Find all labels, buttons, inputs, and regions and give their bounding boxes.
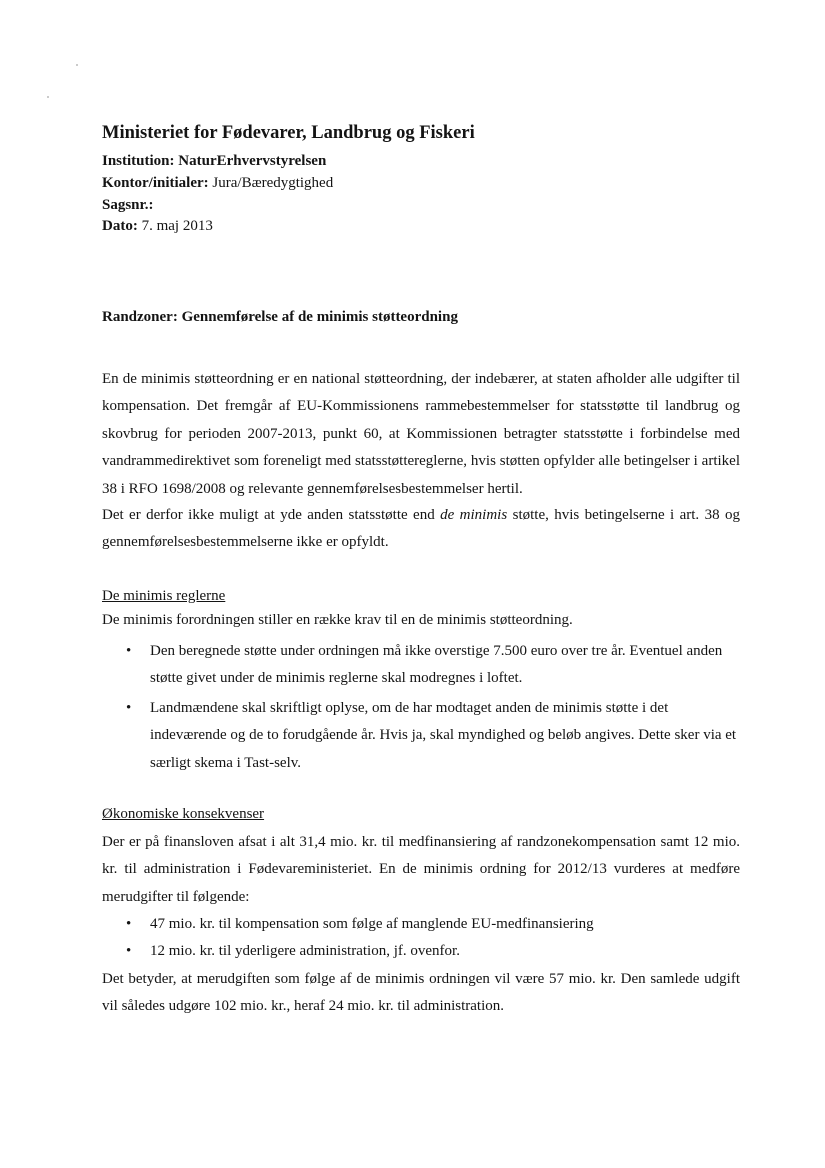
office-value: Jura/Bæredygtighed (212, 175, 334, 191)
date-value: 7. maj 2013 (141, 218, 213, 234)
econ-bullet-1: 47 mio. kr. til kompensation som følge af manglende EU-medfinansiering (150, 916, 594, 932)
rules-bullet-2: Landmændene skal skriftligt oplyse, om de har modtaget anden de minimis støtte i det indeværende og de to forudgående år. Hvis ja, skal myndighed og beløb angives. Dette sker via et særligt skema i Tast-selv. (150, 699, 737, 771)
ministry-title: Ministeriet for Fødevarer, Landbrug og Fiskeri (102, 123, 475, 143)
subject-heading: Randzoner: Gennemførelse af de minimis støtteordning (102, 309, 458, 325)
econ-bullet-2: 12 mio. kr. til yderligere administration, jf. ovenfor. (150, 943, 460, 960)
econ-bullet-list (102, 911, 742, 966)
list-item (102, 938, 742, 965)
scan-speck (47, 96, 49, 98)
case-line (102, 197, 154, 214)
econ-paragraph: Der er på finansloven afsat i alt 31,4 mio. kr. til medfinansiering af randzonekompensation samt 12 mio. kr. til administration i Fødevareministeriet. En de minimis ordning for 2012/13 vurderes at medføre merudgifter til følgende: (102, 834, 740, 905)
bullet-dot-icon: • (126, 643, 132, 659)
list-item (102, 695, 742, 777)
intro-paragraph: En de minimis støtteordning er en national støtteordning, der indebærer, at staten afholder alle udgifter til kompensation. Det fremgår af EU-Kommissionens rammebestemmelser for statsstøtte til landbrug og skovbrug for perioden 2007-2013, punkt 60, at Kommissionen betragter statsstøtte i forbindelse med vandrammedirektivet som foreneligt med statsstøttereglerne, hvis støtten opfylder alle betingelser i artikel 38 i RFO 1698/2008 og relevante gennemførelsesbestemmelser hertil. (102, 371, 740, 497)
list-item (102, 911, 742, 938)
rules-bullet-1: Den beregnede støtte under ordningen må ikke overstige 7.500 euro over tre år. Eventuel anden støtte givet under de minimis reglerne skal modregnes i loftet. (150, 643, 723, 687)
bullet-dot-icon: • (126, 943, 132, 960)
date-line (102, 218, 213, 235)
bullet-dot-icon: • (126, 699, 132, 716)
institution-value: NaturErhvervstyrelsen (178, 153, 327, 169)
office-label: Kontor/initialer: (102, 175, 209, 191)
list-item (102, 638, 742, 693)
rules-lead: De minimis forordningen stiller en række krav til en de minimis støtteordning. (102, 612, 573, 628)
econ-conclusion: Det betyder, at merudgiften som følge af de minimis ordningen vil være 57 mio. kr. Den samlede udgift vil således udgøre 102 mio. kr., heraf 24 mio. kr. til administration. (102, 971, 740, 1015)
date-label: Dato: (102, 218, 138, 234)
bullet-dot-icon: • (126, 916, 132, 932)
intro-italic-term: de minimis (440, 507, 508, 523)
intro-paragraph-2 (102, 502, 740, 557)
institution-line (102, 153, 326, 170)
intro-text-before: Det er derfor ikke muligt at yde anden statsstøtte end (102, 507, 441, 523)
rules-bullet-list (102, 638, 742, 777)
institution-label: Institution: (102, 153, 175, 169)
intro-text-after: støtte, hvis betingelserne i art. 38 og gennemførelsesbestemmelserne ikke er opfyldt. (102, 507, 740, 551)
scan-speck (76, 64, 78, 66)
econ-heading: Økonomiske konsekvenser (102, 806, 265, 822)
office-line (102, 175, 333, 192)
rules-heading: De minimis reglerne (102, 588, 226, 604)
case-label: Sagsnr.: (102, 197, 154, 213)
